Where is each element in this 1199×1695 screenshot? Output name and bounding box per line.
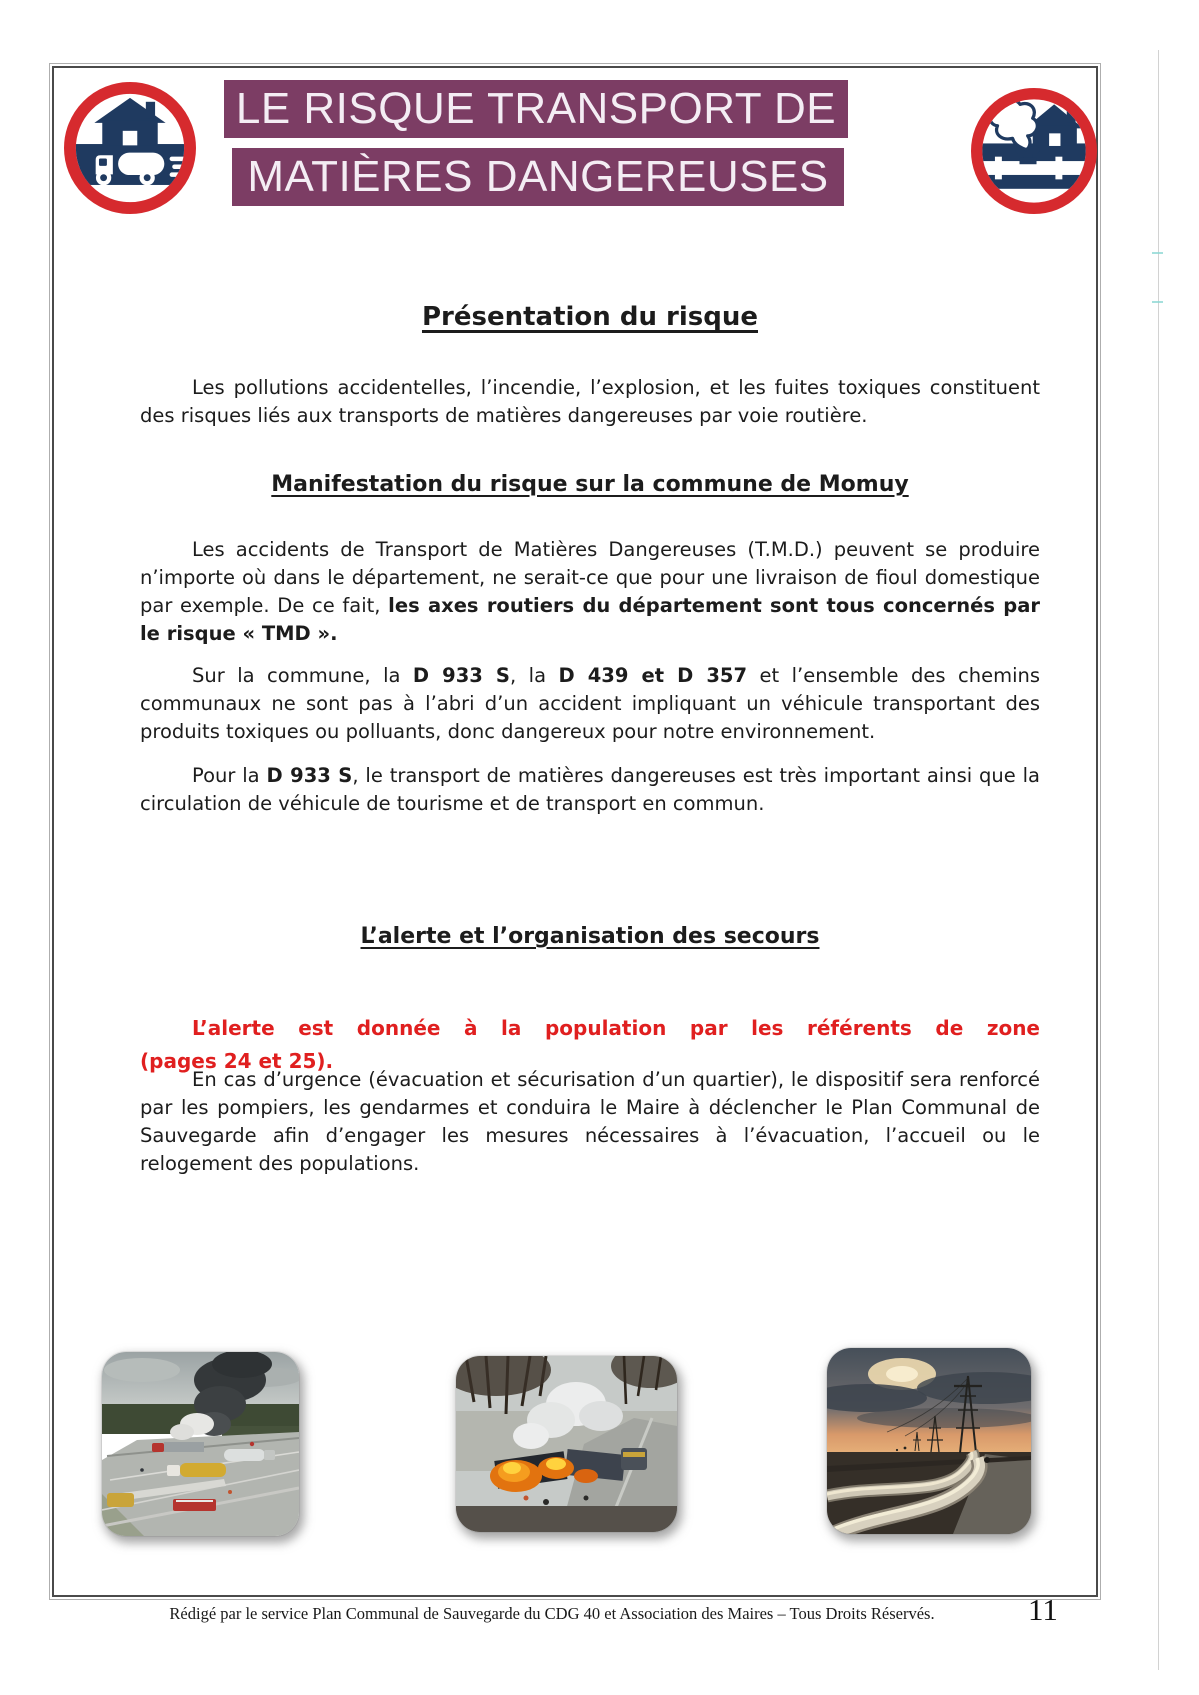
page-number: 11	[1028, 1592, 1058, 1627]
scan-artifact-tick	[1152, 301, 1163, 303]
heading-manifestation-momuy: Manifestation du risque sur la commune de Momuy	[271, 472, 909, 497]
paragraph-accidents-tmd: Les accidents de Transport de Matières Dangereuses (T.M.D.) peuvent se produire n’importe où dans le département, ne serait-ce que pour une livraison de fioul domestique par exemple. De ce fait, les axes routiers du département sont tous concernés par le risque « TMD ».	[140, 538, 1040, 645]
scan-artifact-tick	[1152, 252, 1163, 254]
document-page-frame	[52, 66, 1098, 1597]
section-heading-presentation	[140, 302, 1040, 332]
pipeline-sunset-photo	[827, 1348, 1031, 1534]
footer-credit: Rédigé par le service Plan Communal de Sauvegarde du CDG 40 et Association des Maires – Tous Droits Réservés.	[169, 1604, 935, 1623]
heading-presentation-du-risque: Présentation du risque	[421, 302, 758, 332]
paragraph-pollutions: Les pollutions accidentelles, l’incendie, l’explosion, et les fuites toxiques constituent des risques liés aux transports de matières dangereuses par voie routière.	[140, 376, 1040, 427]
title-banner-line2: MATIÈRES DANGEREUSES	[232, 148, 844, 206]
paragraph-routes-communales: Sur la commune, la D 933 S, la D 439 et D 357 et l’ensemble des chemins communaux ne sont pas à l’abri d’un accident impliquant un véhicule transportant des produits toxiques ou polluants, donc dangereux pour notre environnement.	[140, 664, 1041, 743]
heading-alerte-secours: L’alerte et l’organisation des secours	[360, 924, 820, 949]
highway-accident-smoke-photo	[102, 1352, 299, 1536]
scan-artifact-line	[1158, 50, 1159, 1670]
paragraph-d933s: Pour la D 933 S, le transport de matières dangereuses est très important ainsi que la circulation de véhicule de tourisme et de transport en commun.	[140, 764, 1040, 815]
burning-truck-wreck-photo	[456, 1356, 677, 1532]
alert-line2: (pages 24 et 25).	[140, 1049, 334, 1073]
tanker-truck-house-icon	[64, 82, 196, 214]
pipeline-valve-house-icon	[971, 88, 1097, 214]
alert-line1: L’alerte est donnée à la population par les référents de zone	[192, 1016, 1040, 1040]
title-banner-line1: LE RISQUE TRANSPORT DE	[224, 80, 848, 138]
paragraph-urgence: En cas d’urgence (évacuation et sécurisation d’un quartier), le dispositif sera renforcé par les pompiers, les gendarmes et conduira le Maire à déclencher le Plan Communal de Sauvegarde afin d’engager les mesures nécessaires à l’évacuation, l’accueil ou le relogement des populations.	[140, 1068, 1040, 1175]
